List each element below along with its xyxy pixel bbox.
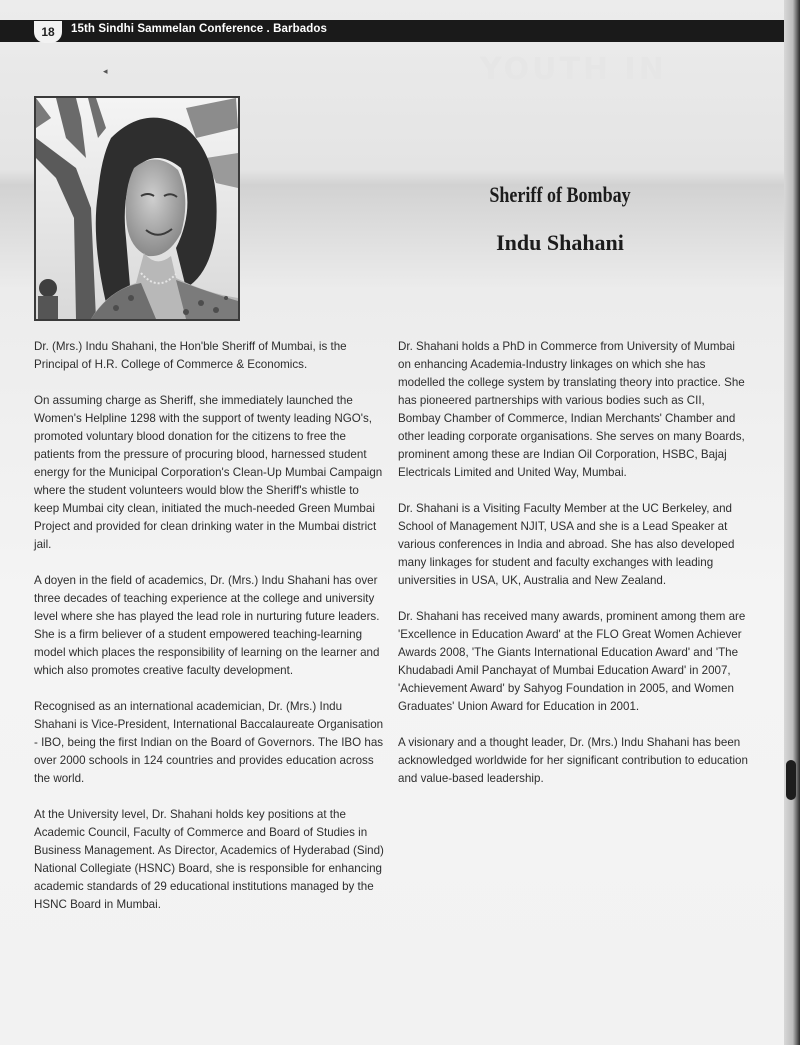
header-bar [0,20,784,42]
paragraph: Recognised as an international academician, Dr. (Mrs.) Indu Shahani is Vice-President, International Baccalaureate Organisation - IBO, being the first Indian on the Board of Governors. The IBO has over 2000 schools in 124 countries and provides education across the world. [34,700,384,785]
left-column [34,338,384,932]
page-number: 18 [34,21,62,43]
paragraph: Dr. (Mrs.) Indu Shahani, the Hon'ble Sheriff of Mumbai, is the Principal of H.R. College of Commerce & Economics. [34,340,347,371]
binding-mark [786,760,796,800]
speck-mark: ◂ [103,66,108,76]
section-watermark: YOUTH IN [480,52,667,87]
page-spine-edge [784,0,800,1045]
paragraph: Dr. Shahani is a Visiting Faculty Member at the UC Berkeley, and School of Management NJIT, USA and she is a Lead Speaker at various conferences in India and abroad. She has also developed many linkages for student and faculty exchanges with leading universities in USA, UK, Australia and New Zealand. [398,502,735,587]
paragraph: A doyen in the field of academics, Dr. (Mrs.) Indu Shahani has over three decades of teaching experience at the college and university level where she has played the lead role in nurturing future leaders. She is a firm believer of a student empowered teaching-learning model which places the responsibility of learning on the learner and which also promotes creative faculty development. [34,574,380,677]
right-column [398,338,748,806]
paragraph: On assuming charge as Sheriff, she immediately launched the Women's Helpline 1298 with the support of twenty leading NGO's, promoted voluntary blood donation for the citizens to free the patients from the pressure of procuring blood, harnessed student energy for the Municipal Corporation's Clean-Up Mumbai Campaign where the student volunteers would blow the Sheriff's whistle to keep Mumbai city clean, initiated the much-needed Green Mumbai Project and provided for clean drinking water in the Mumbai district jail. [34,394,383,551]
portrait-photo [34,96,240,321]
conference-title: 15th Sindhi Sammelan Conference . Barbados [71,23,327,35]
person-name: Indu Shahani [496,230,624,255]
portrait-photo-icon [36,98,238,319]
paragraph: Dr. Shahani has received many awards, prominent among them are 'Excellence in Education Award' at the FLO Great Women Achiever Awards 2008, 'The Giants International Education Award' and 'The Khudabadi Amil Panchayat of Mumbai Education Award' in 2007, 'Achievement Award' by Sahyog Foundation in 2005, and Women Graduates' Union Award for Education in 2001. [398,610,746,713]
role-title: Sheriff of Bombay [489,182,631,207]
paragraph: At the University level, Dr. Shahani holds key positions at the Academic Council, Faculty of Commerce and Board of Studies in Business Management. As Director, Academics of Hyderabad (Sind) National Collegiate (HSNC) Board, she is responsible for enhancing academic standards of 29 educational institutions managed by the HSNC Board in Mumbai. [34,808,384,911]
paragraph: A visionary and a thought leader, Dr. (Mrs.) Indu Shahani has been acknowledged worldwide for her significant contribution to education and value-based leadership. [398,736,748,785]
paragraph: Dr. Shahani holds a PhD in Commerce from University of Mumbai on enhancing Academia-Industry linkages on which she has modelled the college system by translating theory into practice. She has pioneered partnerships with various bodies such as CII, Bombay Chamber of Commerce, Indian Merchants' Chamber and other leading corporate organisations. She serves on many Boards, prominent among these are Indian Oil Corporation, HSBC, Bajaj Electricals Limited and United Way, Mumbai. [398,340,745,479]
